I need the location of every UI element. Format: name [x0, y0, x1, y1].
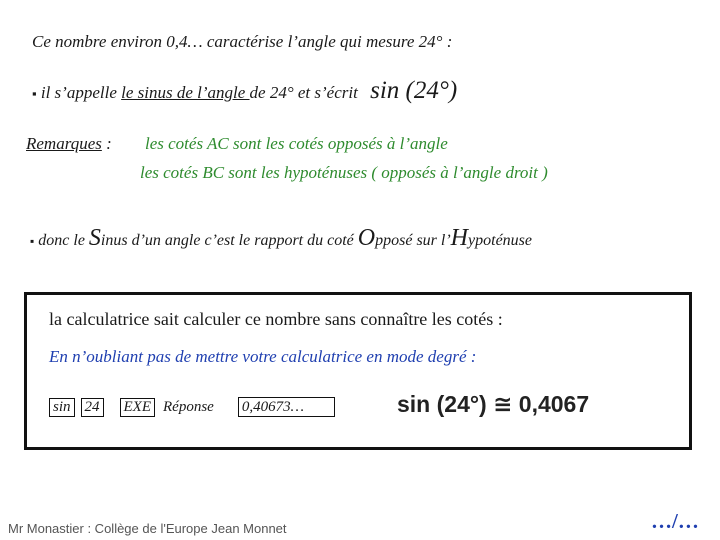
remarks-label-text: Remarques [26, 134, 102, 153]
bullet-icon: ▪ [32, 86, 37, 101]
definition-text-underlined: le sinus de l’angle [121, 83, 250, 102]
key-sin: sin [49, 398, 75, 417]
letter-h: H [450, 225, 469, 251]
sinus-definition-line [32, 78, 457, 103]
remark-opposite-sides: les cotés AC sont les cotés opposés à l’angle [145, 134, 448, 153]
remark-hypotenuses: les cotés BC sont les hypoténuses ( opposés à l’angle droit ) [140, 163, 548, 182]
degree-mode-note: En n’oubliant pas de mettre votre calculatrice en mode degré : [49, 347, 477, 366]
rule-text-2: inus d’un angle c’est le rapport du coté [100, 232, 358, 249]
response-value: 0,40673… [238, 397, 335, 417]
intro-text: Ce nombre environ 0,4… caractérise l’angle qui mesure 24° : [32, 32, 453, 51]
letter-o: O [357, 225, 376, 251]
keystroke-row [49, 397, 335, 417]
remarks-colon: : [101, 134, 112, 153]
footer-author: Mr Monastier : Collège de l'Europe Jean Monnet [8, 521, 287, 536]
key-24: 24 [81, 398, 104, 417]
continuation-mark: …/… [651, 509, 699, 533]
rule-text-3: pposé sur l’ [375, 232, 451, 249]
calculator-intro: la calculatrice sait calculer ce nombre sans connaître les cotés : [49, 309, 503, 329]
bullet-icon: ▪ [30, 234, 35, 248]
result-formula: sin (24°) ≅ 0,4067 [397, 391, 590, 417]
soh-rule-line [30, 226, 532, 250]
rule-text-4: ypoténuse [468, 232, 532, 249]
response-label: Réponse [163, 399, 214, 415]
key-exe: EXE [120, 398, 156, 417]
rule-text-1: donc le [34, 232, 89, 249]
calculator-box [24, 292, 692, 450]
sin-formula: sin (24°) [370, 77, 458, 104]
definition-text-pre: il s’appelle [40, 83, 122, 102]
definition-text-post: de 24° et s’écrit [249, 83, 358, 102]
intro-line [32, 32, 452, 52]
remarks-label [26, 134, 112, 154]
letter-s: S [88, 225, 101, 251]
